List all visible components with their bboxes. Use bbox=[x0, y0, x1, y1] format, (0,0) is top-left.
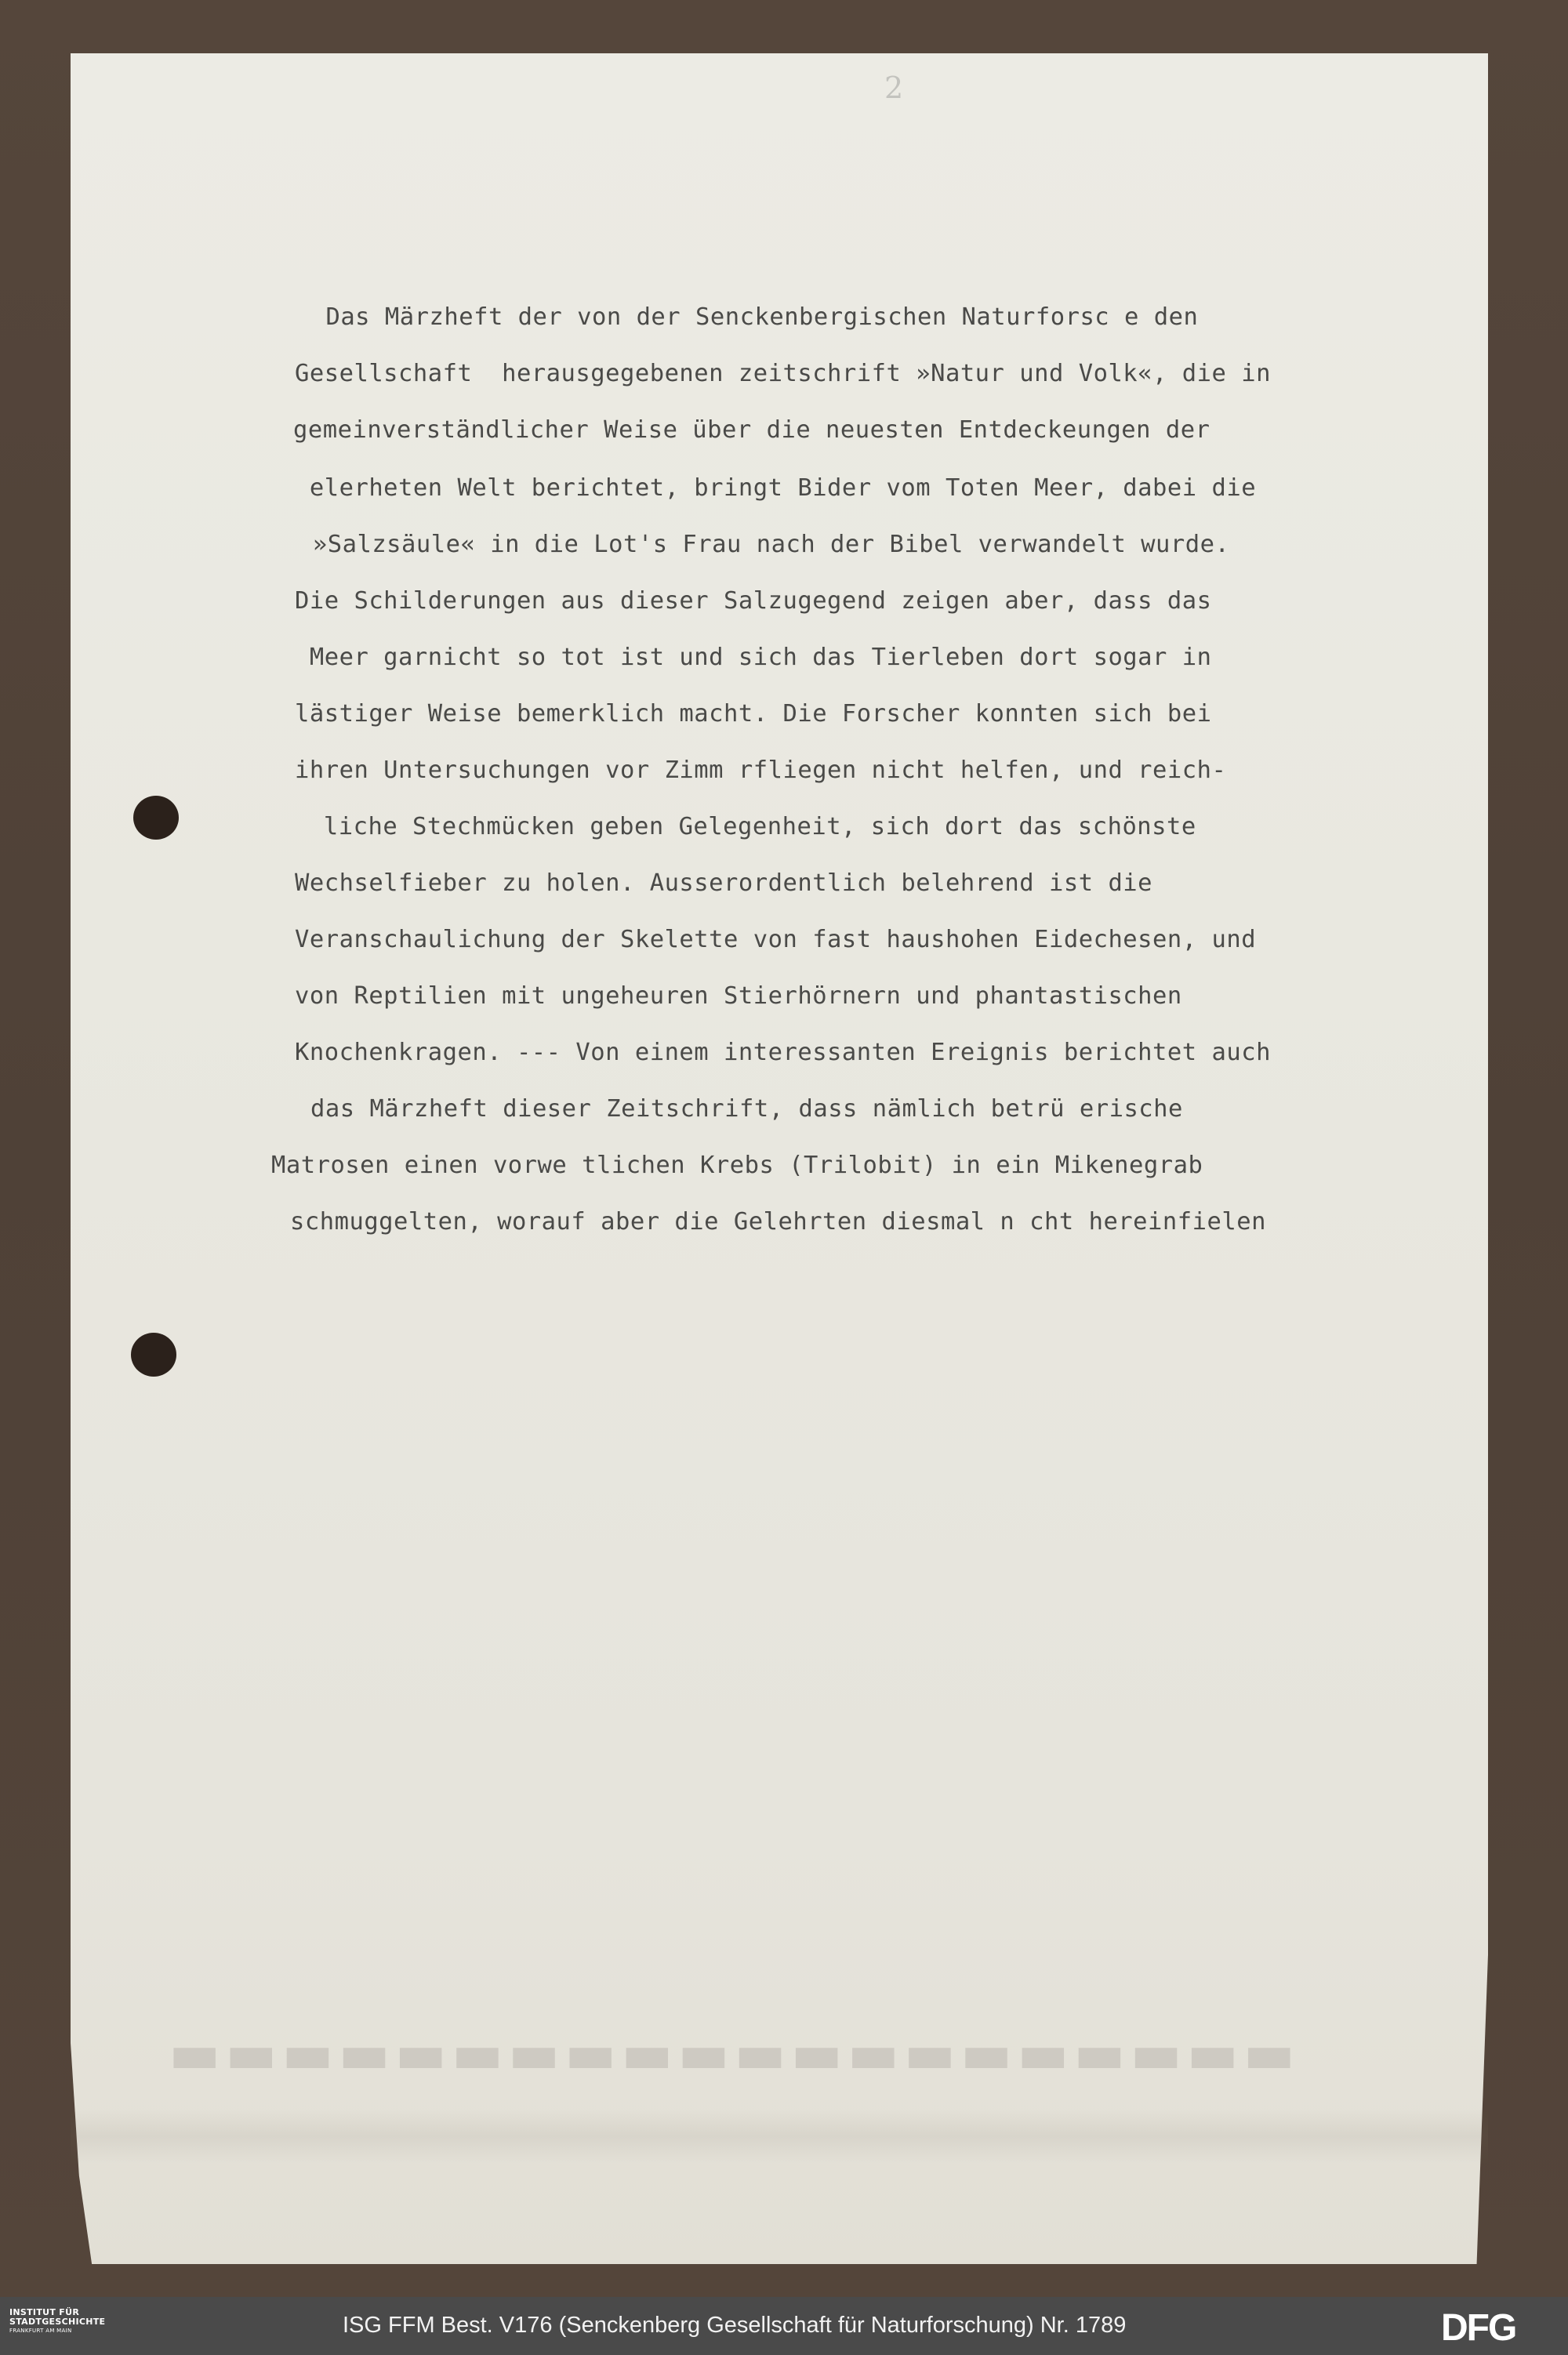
text-line: Die Schilderungen aus dieser Salzugegend zeigen aber, dass das bbox=[295, 587, 1212, 615]
text-line: Meer garnicht so tot ist und sich das Tierleben dort sogar in bbox=[295, 644, 1212, 671]
text-line: Knochenkragen. --- Von einem interessanten Ereignis berichtet auch bbox=[295, 1039, 1271, 1066]
text-line: schmuggelten, worauf aber die Gelehrten diesmal n cht hereinfielen bbox=[290, 1208, 1266, 1236]
archive-record-title: ISG FFM Best. V176 (Senckenberg Gesellschaft für Naturforschung) Nr. 1789 bbox=[343, 2313, 1127, 2338]
institution-logo bbox=[9, 2308, 143, 2335]
text-line: Gesellschaft herausgegebenen zeitschrift »Natur und Volk«, die in bbox=[295, 360, 1271, 387]
show-through-heading: ▬▬▬▬▬▬▬▬▬▬▬▬▬▬▬▬▬▬▬▬ bbox=[169, 2030, 1300, 2095]
text-line: von Reptilien mit ungeheuren Stierhörnern und phantastischen bbox=[295, 982, 1182, 1010]
punch-hole-lower bbox=[131, 1333, 176, 1377]
text-line: ihren Untersuchungen vor Zimm rfliegen nicht helfen, und reich- bbox=[295, 757, 1227, 784]
text-line: Das Märzheft der von der Senckenbergischen Naturforsc e den bbox=[267, 303, 1199, 331]
text-line: »Salzsäule« in die Lot's Frau nach der Bibel verwandelt wurde. bbox=[298, 531, 1230, 558]
text-line: Matrosen einen vorwe tlichen Krebs (Trilobit) in ein Mikenegrab bbox=[271, 1152, 1203, 1179]
text-line: Veranschaulichung der Skelette von fast haushohen Eidechesen, und bbox=[295, 926, 1257, 953]
page-mark: 2 bbox=[884, 71, 904, 105]
institution-name-line3: FRANKFURT AM MAIN bbox=[9, 2328, 72, 2334]
text-line: lästiger Weise bemerklich macht. Die Forscher konnten sich bei bbox=[295, 700, 1212, 728]
text-line: elerheten Welt berichtet, bringt Bider vom Toten Meer, dabei die bbox=[295, 474, 1257, 502]
text-line: Wechselfieber zu holen. Ausserordentlich belehrend ist die bbox=[295, 869, 1153, 897]
archive-footer-bar bbox=[0, 2297, 1568, 2355]
institution-name-line2: STADTGESCHICHTE bbox=[9, 2317, 106, 2327]
institution-name-line1: INSTITUT FÜR bbox=[9, 2307, 80, 2317]
text-line: liche Stechmücken geben Gelegenheit, sich dort das schönste bbox=[309, 813, 1196, 840]
text-line: gemeinverständlicher Weise über die neuesten Entdeckeungen der bbox=[293, 416, 1210, 444]
punch-hole-upper bbox=[133, 796, 179, 840]
text-line: das Märzheft dieser Zeitschrift, dass nämlich betrü erische bbox=[310, 1095, 1183, 1123]
dfg-logo: DFG bbox=[1441, 2307, 1516, 2349]
paper-fold bbox=[71, 2109, 1488, 2164]
